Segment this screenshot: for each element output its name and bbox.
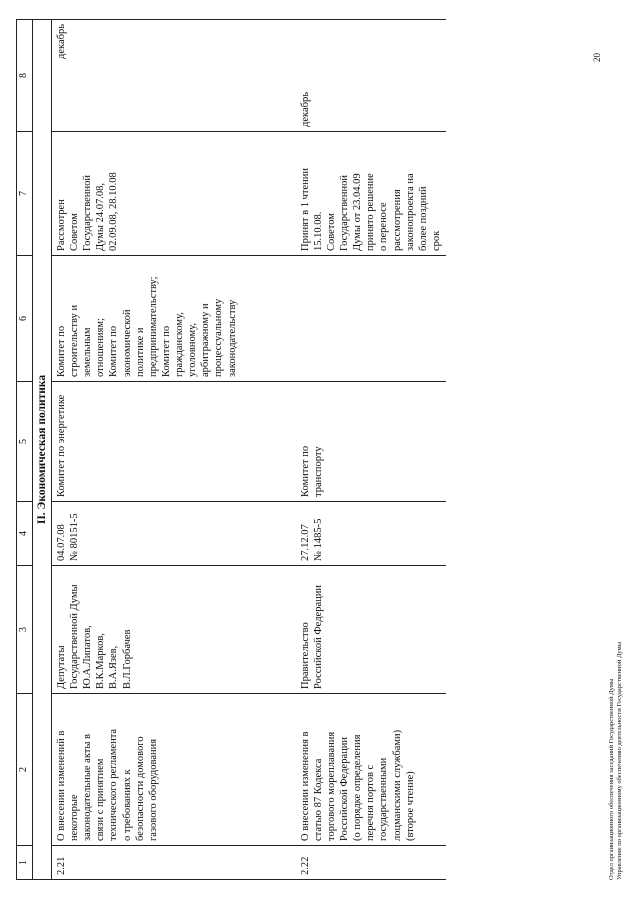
responsible-committee: Комитет по энергетике [51,382,241,502]
consideration-term: декабрь [296,20,446,132]
column-number-row [17,20,33,880]
column-number: 2 [17,694,33,846]
column-number: 8 [17,20,33,132]
row-number: 2.22 [296,846,446,880]
co-committees [296,256,446,382]
section-heading: II. Экономическая политика [32,20,51,880]
column-number: 4 [17,502,33,566]
bill-status: Рассмотрен Советом Государственной Думы 24.07.08, 02.09.08, 28.10.08 [51,132,241,256]
footer-directorate: Управление по организационному обеспечению деятельности Государственной Думы [616,641,623,880]
co-committees: Комитет по строительству и земельным отношениям; Комитет по экономической политике и предпринимательству; Комитет по гражданскому, уголовному, арбитражному и процессуальному законодательству [51,256,241,382]
column-number: 5 [17,382,33,502]
row-spacer [242,20,296,880]
registration-info: 27.12.07 № 1485-5 [296,502,446,566]
table-row [296,20,446,880]
bill-title: О внесении изменений в некоторые законодательные акты в связи с принятием технического регламента о требованиях к безопасности домового газового оборудования [51,694,241,846]
footer-department: Отдел организационного обеспечения заседаний Государственной Думы [608,678,615,880]
column-number: 3 [17,566,33,694]
bill-author: Правительство Российской Федерации [296,566,446,694]
legislation-table [16,19,446,880]
table-row [51,20,241,880]
row-number: 2.21 [51,846,241,880]
bill-author: Депутаты Государственной Думы Ю.А.Липатов, В.К.Марков, В.А.Язев, В.Л.Горбачев [51,566,241,694]
column-number: 7 [17,132,33,256]
consideration-term: декабрь [51,20,241,132]
column-number: 1 [17,846,33,880]
section-heading-row [32,20,51,880]
column-number: 6 [17,256,33,382]
bill-title: О внесении изменения в статью 87 Кодекса торгового мореплавания Российской Федерации (о порядке определения перечня портов с государственными лоцманскими службами) (второе чтение) [296,694,446,846]
page-number: 20 [592,53,602,62]
bill-status: Принят в 1 чтении 15.10.08. Советом Государственной Думы от 23.04.09 принято решение о переносе рассмотрения законопроекта на более поздний срок [296,132,446,256]
registration-info: 04.07.08 № 80151-5 [51,502,241,566]
responsible-committee: Комитет по транспорту [296,382,446,502]
